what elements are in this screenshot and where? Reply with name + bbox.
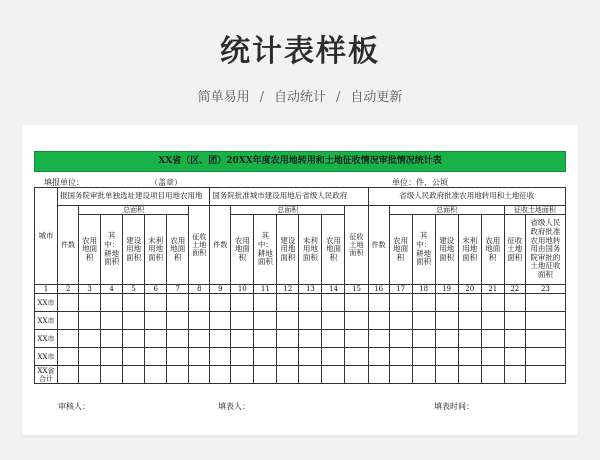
header-land-expropriation-area: 征收土地面积 [504, 206, 565, 215]
column-number: 17 [389, 285, 412, 294]
statistics-table [34, 187, 566, 384]
column-number: 15 [345, 285, 368, 294]
column-number: 2 [58, 285, 79, 294]
header-unused-area: 未利用地面积 [145, 215, 167, 285]
feature-tagline [0, 86, 600, 105]
city-cell: XX市 [35, 312, 58, 330]
header-unused-area: 未利用地面积 [458, 215, 481, 285]
header-of-which-farmland: 其中：耕地面积 [412, 215, 435, 285]
column-number: 7 [167, 285, 189, 294]
table-row [35, 330, 566, 348]
table-row [35, 294, 566, 312]
column-number: 9 [210, 285, 231, 294]
header-construction-area: 建设用地面积 [277, 215, 299, 285]
header-total-area: 总面积 [79, 206, 189, 215]
column-number: 14 [322, 285, 345, 294]
city-cell: XX市 [35, 294, 58, 312]
column-number: 21 [481, 285, 504, 294]
header-farm-area: 农用地面积 [481, 215, 504, 285]
reviewer-label: 审核人： [58, 402, 90, 411]
header-group-state-council: 报国务院审批单独选址建设项目用地农用地 [58, 188, 210, 206]
header-farm-area: 农用地面积 [322, 215, 345, 285]
column-number: 13 [299, 285, 322, 294]
header-unused-area: 未利用地面积 [299, 215, 322, 285]
city-cell: XX市 [35, 330, 58, 348]
header-expropriation: 征收土地面积 [504, 215, 525, 285]
column-number: 18 [412, 285, 435, 294]
column-number: 12 [277, 285, 299, 294]
header-total-area: 总面积 [231, 206, 345, 215]
city-cell: XX市 [35, 348, 58, 366]
header-construction-area: 建设用地面积 [123, 215, 145, 285]
column-number: 1 [35, 285, 58, 294]
header-count: 件数 [58, 206, 79, 285]
header-construction-area: 建设用地面积 [435, 215, 458, 285]
header-group-city-construction: 国务院批准城市建设用地后省级人民政府 [210, 188, 368, 206]
feature-auto-stats: 自动统计 [273, 90, 326, 105]
header-farm-area: 农用地面积 [389, 215, 412, 285]
filler-label: 填表人： [218, 402, 250, 411]
page-title: 统计表样板 [220, 34, 380, 69]
column-number: 22 [504, 285, 525, 294]
column-number: 11 [254, 285, 277, 294]
table-row [35, 348, 566, 366]
province-total-cell: XX省合计 [35, 366, 58, 384]
column-number: 19 [435, 285, 458, 294]
header-total-area: 总面积 [389, 206, 504, 215]
seal-label: （盖章） [150, 178, 182, 187]
header-farm-area: 农用地面积 [79, 215, 101, 285]
table-row [35, 312, 566, 330]
header-group-provincial: 省级人民政府批准农用地转用和土地征收 [368, 188, 565, 206]
header-count: 件数 [210, 206, 231, 285]
unit-label: 单位：件、公顷 [392, 178, 448, 187]
column-number: 10 [231, 285, 254, 294]
column-number: 4 [101, 285, 123, 294]
column-number: 23 [525, 285, 565, 294]
fill-date-label: 填表时间： [434, 402, 474, 411]
feature-easy: 简单易用 [197, 90, 250, 105]
table-banner-title: XX省（区、团）20XX年度农用地转用和土地征收情况审批情况统计表 [34, 151, 566, 172]
header-province-approved: 省级人民政府批准农用地转用由国务院审批的土地征收面积 [525, 215, 565, 285]
column-number-row [35, 285, 566, 294]
table-row-total [35, 366, 566, 384]
column-number: 8 [189, 285, 210, 294]
feature-auto-update: 自动更新 [350, 90, 403, 105]
header-of-which-farmland: 其中：耕地面积 [101, 215, 123, 285]
header-count: 件数 [368, 206, 389, 285]
column-number: 20 [458, 285, 481, 294]
column-number: 16 [368, 285, 389, 294]
header-expropriation: 征收土地面积 [345, 206, 368, 285]
header-farm-area: 农用地面积 [231, 215, 254, 285]
header-expropriation: 征收土地面积 [189, 206, 210, 285]
header-city: 城市 [35, 188, 58, 285]
filler-unit-label: 填报单位： [44, 178, 84, 187]
separator: / [259, 90, 264, 105]
column-number: 3 [79, 285, 101, 294]
separator: / [336, 90, 341, 105]
column-number: 6 [145, 285, 167, 294]
column-number: 5 [123, 285, 145, 294]
header-of-which-farmland: 其中：耕地面积 [254, 215, 277, 285]
spreadsheet-preview [22, 125, 578, 435]
header-farm-area: 农用地面积 [167, 215, 189, 285]
